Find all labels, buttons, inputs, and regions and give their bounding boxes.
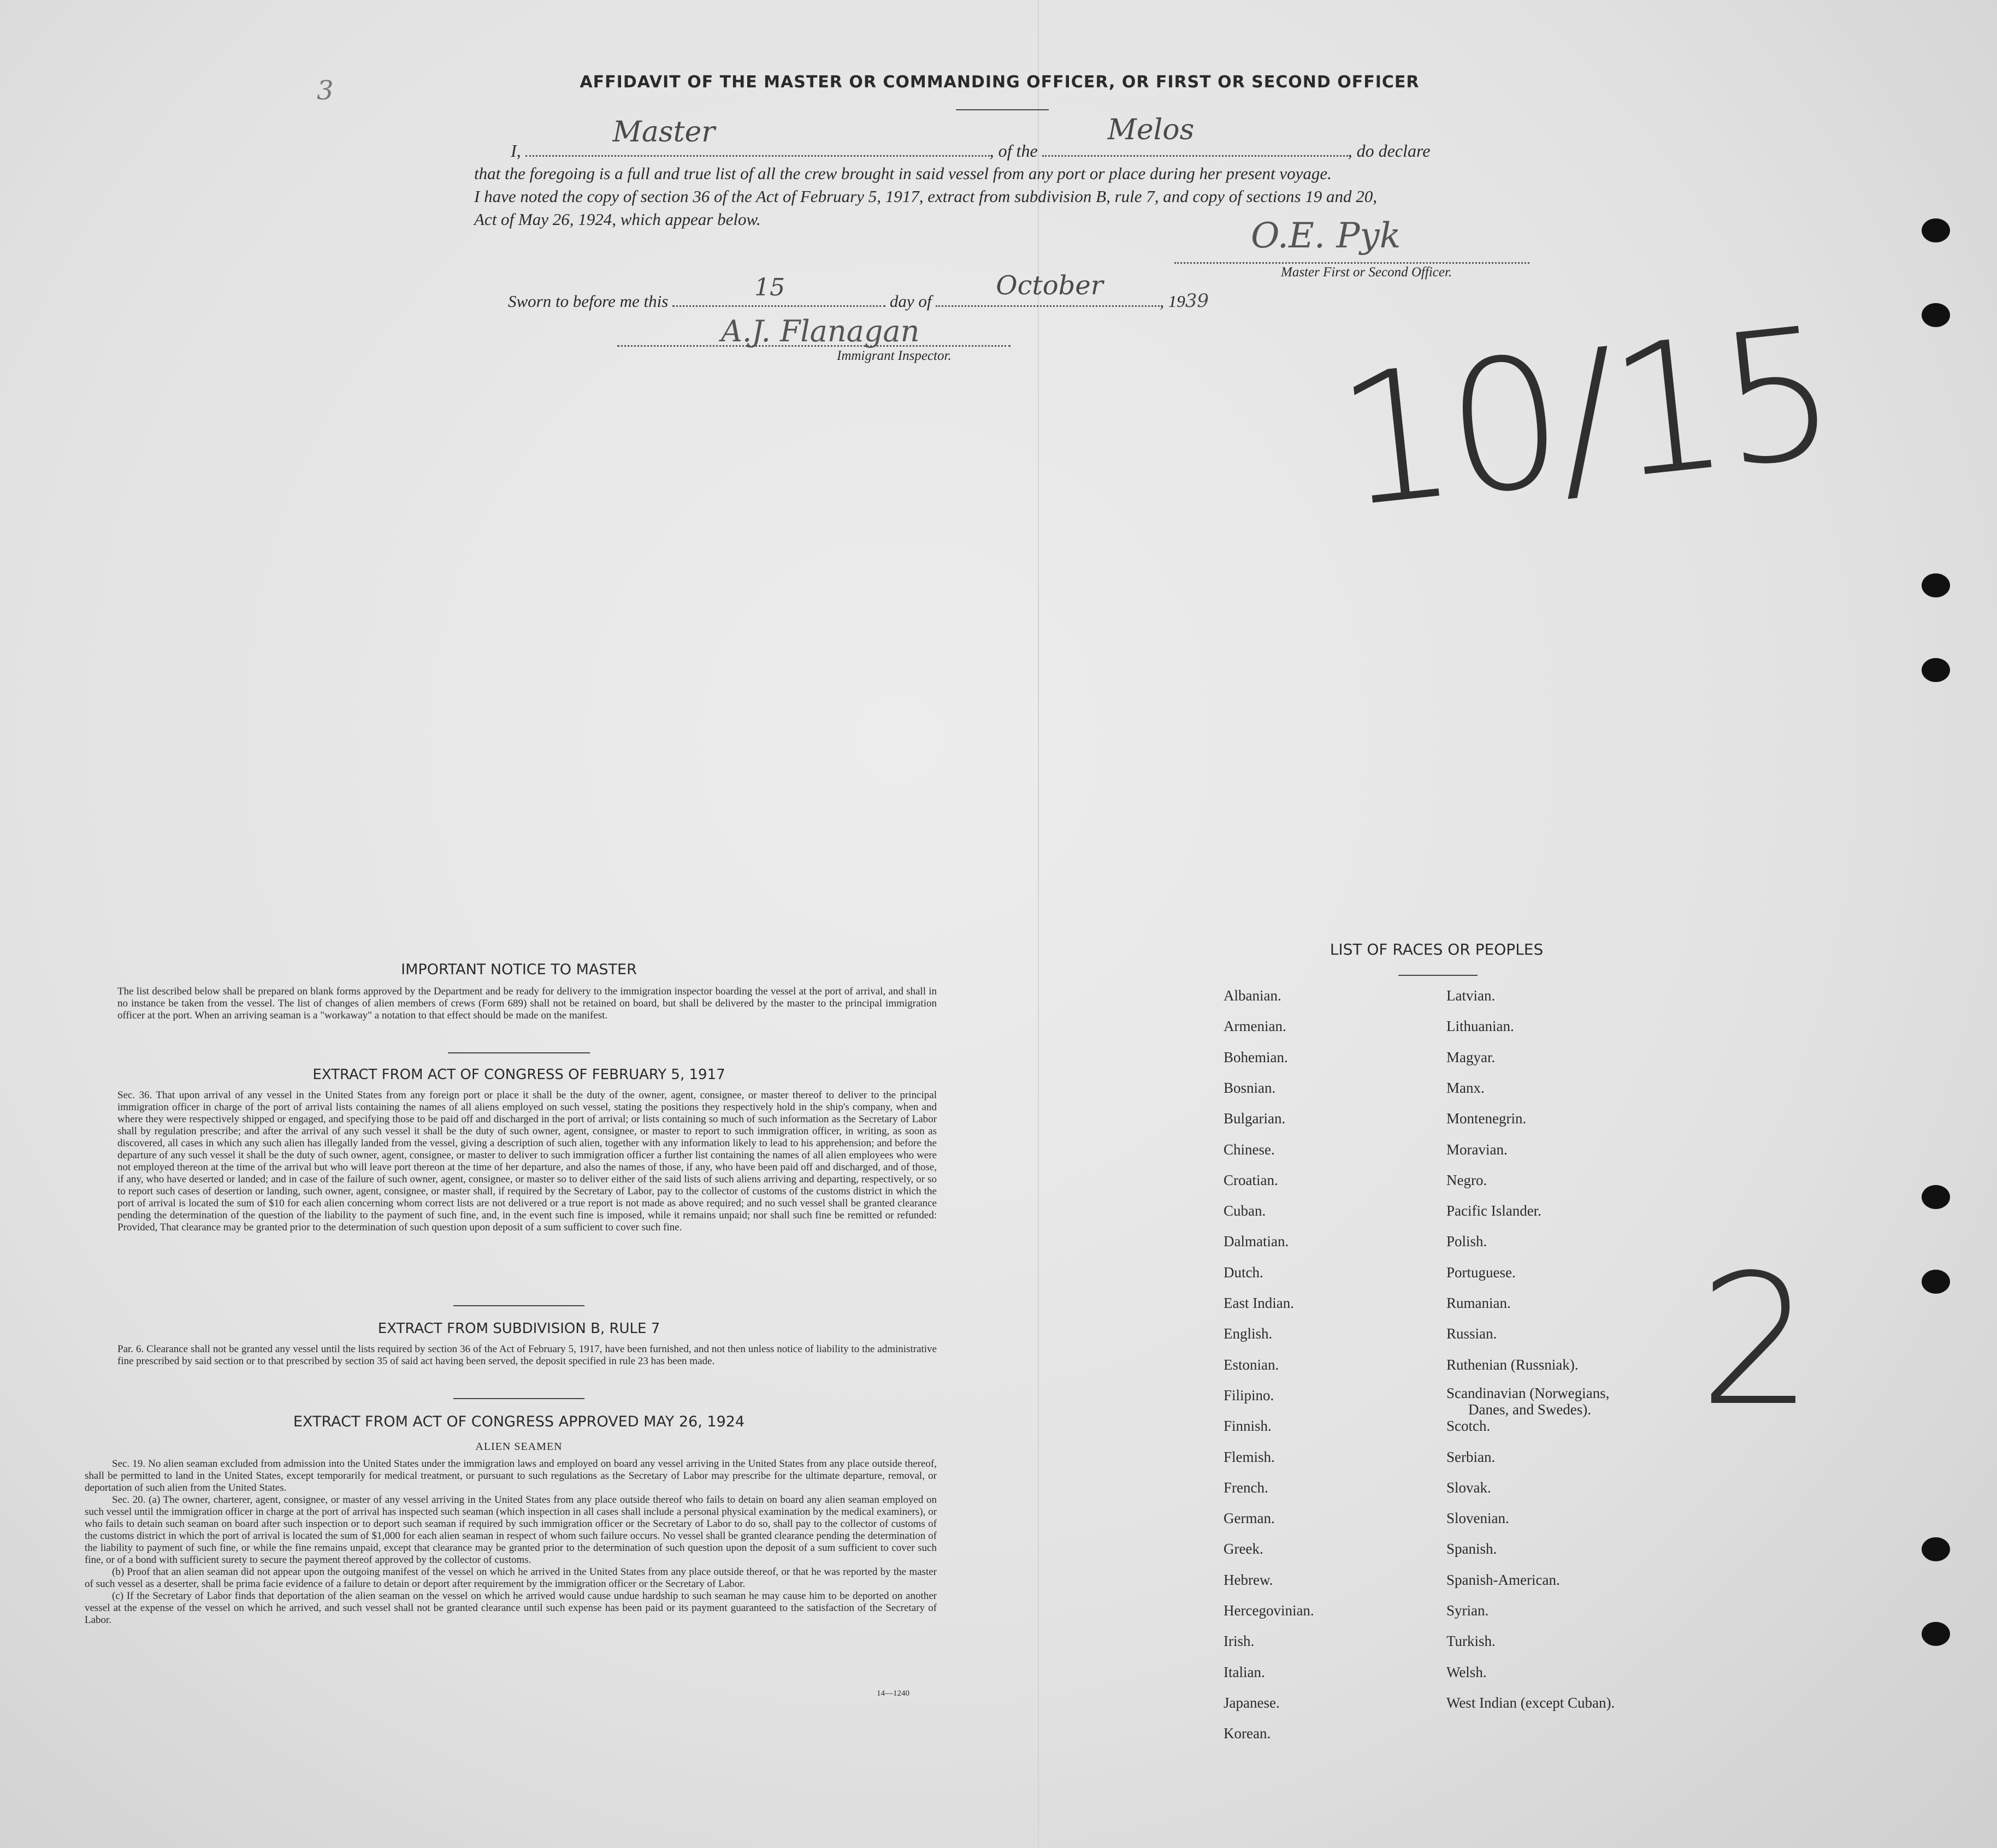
race-item: Greek. (1224, 1541, 1263, 1557)
race-item: Flemish. (1224, 1448, 1275, 1465)
sec20c-paragraph: (c) If the Secretary of Labor finds that deportation of the alien seaman on the vessel on which he arrived would cause undue hardship to such seaman he may cause him to be deported on another vessel at the expense of the vessel on which he arrived, and such vessel shall not be granted clearance until such expense has been paid or its payment guaranteed to the satisfaction of the Secretary of Labor. (85, 1590, 937, 1626)
race-item: Montenegrin. (1446, 1110, 1527, 1127)
declaration-line (511, 114, 1559, 161)
race-item: English. (1224, 1325, 1273, 1342)
race-item: Bosnian. (1224, 1079, 1276, 1096)
body-line-2: I have noted the copy of section 36 of the Act of February 5, 1917, extract from subdivision B, rule 7, and copy of sections 19 and 20, (474, 187, 1378, 206)
day-handwritten: 15 (754, 274, 785, 301)
race-item: Turkish. (1446, 1633, 1496, 1650)
race-item: Scotch. (1446, 1418, 1491, 1435)
sec19-paragraph: Sec. 19. No alien seaman excluded from admission into the United States under the immigration laws and employed on board any vessel arriving in the United States from any place outside thereof, shall be permitted to land in the United States, except temporarily for medical treatment, or pursuant to such regulations as the Secretary of Labor may prescribe for the ultimate departure, removal, or deportation of such alien from the United States. (85, 1458, 937, 1494)
punch-hole (1922, 218, 1950, 242)
sworn-prefix: Sworn to before me this (508, 292, 669, 311)
extract1-title: EXTRACT FROM ACT OF CONGRESS OF FEBRUARY 5, 1917 (312, 1067, 725, 1083)
punch-hole (1922, 1537, 1950, 1561)
race-item: Albanian. (1224, 987, 1281, 1004)
race-item: Magyar. (1446, 1049, 1496, 1065)
sec20b-paragraph: (b) Proof that an alien seaman did not appear upon the outgoing manifest of the vessel on which he arrived in the United States from any place outside thereof, or that he was reported by the master of such vessel as a deserter, shall be prima facie evidence of a failure to detain or deport after requirement by the immigration officer or the Secretary of Labor. (85, 1566, 937, 1590)
race-item: Pacific Islander. (1446, 1203, 1541, 1219)
handwritten-date: 10/15 (1328, 287, 1840, 548)
race-item: Portuguese. (1446, 1264, 1516, 1281)
race-item: Negro. (1446, 1171, 1487, 1188)
punch-hole (1922, 1622, 1950, 1646)
day-field (672, 274, 885, 307)
name-field (525, 116, 990, 157)
extract1-text: Sec. 36. That upon arrival of any vessel in the United States from any foreign port or place it shall be the duty of the owner, agent, consignee, or master thereof to deliver to the principal immigration officer in charge of the port of arrival lists containing the names of all aliens employed on such vessel, stating the positions they respectively hold in the ship's company, when and where they were respectively shipped or engaged, and specifying those to be paid off and discharged in the port of arrival; or lists containing so much of such information as the Secretary of Labor shall by regulation prescribe; and after the arrival of any such vessel it shall be the duty of such owner, agent, consignee, or master to report to such immigration officer, in writing, as soon as discovered, all cases in which any such alien has illegally landed from the vessel, giving a description of such alien, together with any information likely to lead to his apprehension; and before the departure of any such vessel it shall be the duty of such owner, agent, consignee, or master to deliver to such immigration officer a further list containing the names of all alien employees who were not employed thereon at the time of the arrival but who will leave port thereon at the time of her departure, and also the names of those, if any, who have been paid off and discharged, and of those, if any, who have deserted or landed; and in case of the failure of such owner, agent, consignee, or master so to deliver either of the said lists of such aliens arriving and departing, respectively, or so to report such cases of desertion or landing, such owner, agent, consignee, or master shall, if required by the Secretary of Labor, pay to the collector of customs of the customs district in which the port of arrival is located the sum of $10 for each alien concerning whom correct lists are not delivered or a true report is not made as above required; and no such vessel shall be granted clearance pending the determination of the question of the liability to the payment of such fine, and, in the event such fine is imposed, while it remains unpaid; nor shall such fine be remitted or refunded: Provided, That clearance may be granted prior to the determination of such question upon deposit of a sum sufficient to cover such fine. (117, 1089, 937, 1233)
year-prefix: , 19 (1160, 292, 1185, 311)
race-item: Korean. (1224, 1725, 1271, 1742)
inspector-signature: A.J. Flanagan (721, 314, 920, 348)
race-item: Croatian. (1224, 1171, 1278, 1188)
sworn-line (508, 270, 1327, 312)
master-signature: O.E. Pyk (1251, 216, 1401, 256)
extract2-title: EXTRACT FROM SUBDIVISION B, RULE 7 (377, 1320, 660, 1337)
corner-mark: 3 (317, 75, 334, 106)
month-field (936, 270, 1160, 307)
race-item: Estonian. (1224, 1356, 1279, 1373)
race-item: Lithuanian. (1446, 1018, 1514, 1035)
of-the-text: , of the (989, 141, 1038, 161)
race-item: Japanese. (1224, 1694, 1280, 1711)
handwritten-page-number: 2 (1699, 1236, 1813, 1446)
affidavit-title: AFFIDAVIT OF THE MASTER OR COMMANDING OFFICER, OR FIRST OR SECOND OFFICER (580, 73, 1420, 92)
race-item: Dutch. (1224, 1264, 1263, 1281)
race-item: Filipino. (1224, 1387, 1274, 1403)
race-item: Polish. (1446, 1233, 1487, 1250)
month-handwritten: October (996, 270, 1103, 301)
body-line-3: Act of May 26, 1924, which appear below. (474, 210, 761, 229)
vessel-handwritten: Melos (1107, 114, 1195, 146)
body-line-1: that the foregoing is a full and true list of all the crew brought in said vessel from any port or place during her present voyage. (474, 164, 1332, 183)
race-item: Manx. (1446, 1079, 1485, 1096)
race-item: Rumanian. (1446, 1295, 1511, 1311)
punch-hole (1922, 303, 1950, 327)
race-item: Dalmatian. (1224, 1233, 1289, 1250)
i-prefix: I, (511, 141, 521, 161)
race-item: Hebrew. (1224, 1571, 1273, 1588)
extract3-title: EXTRACT FROM ACT OF CONGRESS APPROVED MAY 26, 1924 (293, 1413, 745, 1430)
race-item: Spanish-American. (1446, 1571, 1560, 1588)
sec20a-paragraph: Sec. 20. (a) The owner, charterer, agent, consignee, or master of any vessel arriving in the United States from any place outside thereof who fails to detain on board any alien seaman employed on such vessel until the immigration officer in charge at the port of arrival has inspected such seaman (which inspection in all cases shall include a personal physical examination by the medical examiners), or who fails to detain such seaman on board after such inspection or to deport such seaman if required by such immigration officer or the Secretary of Labor to do so, shall pay to the collector of customs of the customs district in which the port of arrival is located the sum of $1,000 for each alien seaman in respect of whom such failure occurs. No vessel shall be granted clearance pending the determination of the liability to payment of such fine, or while the fine remains unpaid, except that clearance may be granted prior to the determination of such question upon the deposit of a sum sufficient to cover such fine, or of a bond with sufficient surety to secure the payment thereof approved by the collector of customs. (85, 1494, 937, 1566)
punch-hole (1922, 658, 1950, 682)
divider-rule (453, 1398, 584, 1399)
race-item: Bulgarian. (1224, 1110, 1286, 1127)
divider-rule (453, 1305, 584, 1306)
day-of-text: day of (889, 292, 932, 311)
race-item: Bohemian. (1224, 1049, 1288, 1065)
race-item: Serbian. (1446, 1448, 1496, 1465)
master-caption: Master First or Second Officer. (1281, 265, 1452, 280)
race-item: Cuban. (1224, 1203, 1266, 1219)
race-item: Armenian. (1224, 1018, 1286, 1035)
title-rule (956, 109, 1049, 110)
race-item: Syrian. (1446, 1602, 1489, 1619)
races-title: LIST OF RACES OR PEOPLES (1330, 940, 1544, 958)
race-item: Slovak. (1446, 1479, 1491, 1496)
race-item: Welsh. (1446, 1663, 1487, 1680)
races-title-rule (1398, 975, 1478, 976)
race-item: Slovenian. (1446, 1510, 1509, 1527)
form-number: 14—1240 (877, 1689, 909, 1698)
race-item: Danes, and Swedes). (1468, 1401, 1591, 1418)
race-item: German. (1224, 1510, 1275, 1527)
do-declare-text: , do declare (1348, 141, 1431, 161)
race-item: Irish. (1224, 1633, 1255, 1650)
extract3-body (85, 1458, 937, 1626)
master-signature-line (1174, 262, 1529, 264)
inspector-caption: Immigrant Inspector. (837, 348, 952, 363)
race-item: East Indian. (1224, 1295, 1294, 1311)
extract2-text: Par. 6. Clearance shall not be granted any vessel until the lists required by section 36 of the Act of February 5, 1917, have been furnished, and not then unless notice of liability to the administrative fine prescribed by said section or to that prescribed by section 35 of said act having been served, the deposit specified in rule 23 has been made. (117, 1343, 937, 1367)
divider-rule (448, 1052, 590, 1053)
race-item: Ruthenian (Russniak). (1446, 1356, 1579, 1373)
race-item: Italian. (1224, 1663, 1265, 1680)
race-item: Russian. (1446, 1325, 1497, 1342)
race-item: Scandinavian (Norwegians, (1446, 1384, 1610, 1401)
punch-hole (1922, 1185, 1950, 1209)
year-handwritten: 39 (1185, 290, 1209, 312)
race-item: Hercegovinian. (1224, 1602, 1314, 1619)
notice-text: The list described below shall be prepared on blank forms approved by the Department and be ready for delivery to the immigration inspector boarding the vessel at the port of arrival, and shall in no instance be taken from the vessel. The list of changes of alien members of crews (Form 689) shall not be retained on board, but shall be delivered by the master to the principal immigration officer at the port. When an arriving seaman is a "workaway" a notation to that effect should be made on the manifest. (117, 986, 937, 1021)
inspector-signature-line (617, 345, 1011, 347)
race-item: Latvian. (1446, 987, 1496, 1004)
race-item: French. (1224, 1479, 1268, 1496)
vessel-field (1042, 114, 1348, 157)
notice-title: IMPORTANT NOTICE TO MASTER (401, 961, 637, 978)
punch-hole (1922, 573, 1950, 597)
race-item: West Indian (except Cuban). (1446, 1694, 1615, 1711)
race-item: Moravian. (1446, 1141, 1508, 1158)
race-item: Chinese. (1224, 1141, 1275, 1158)
race-item: Finnish. (1224, 1418, 1272, 1435)
extract3-subtitle: ALIEN SEAMEN (475, 1441, 563, 1453)
name-handwritten: Master (612, 116, 716, 149)
punch-hole (1922, 1270, 1950, 1294)
race-item: Spanish. (1446, 1541, 1497, 1557)
